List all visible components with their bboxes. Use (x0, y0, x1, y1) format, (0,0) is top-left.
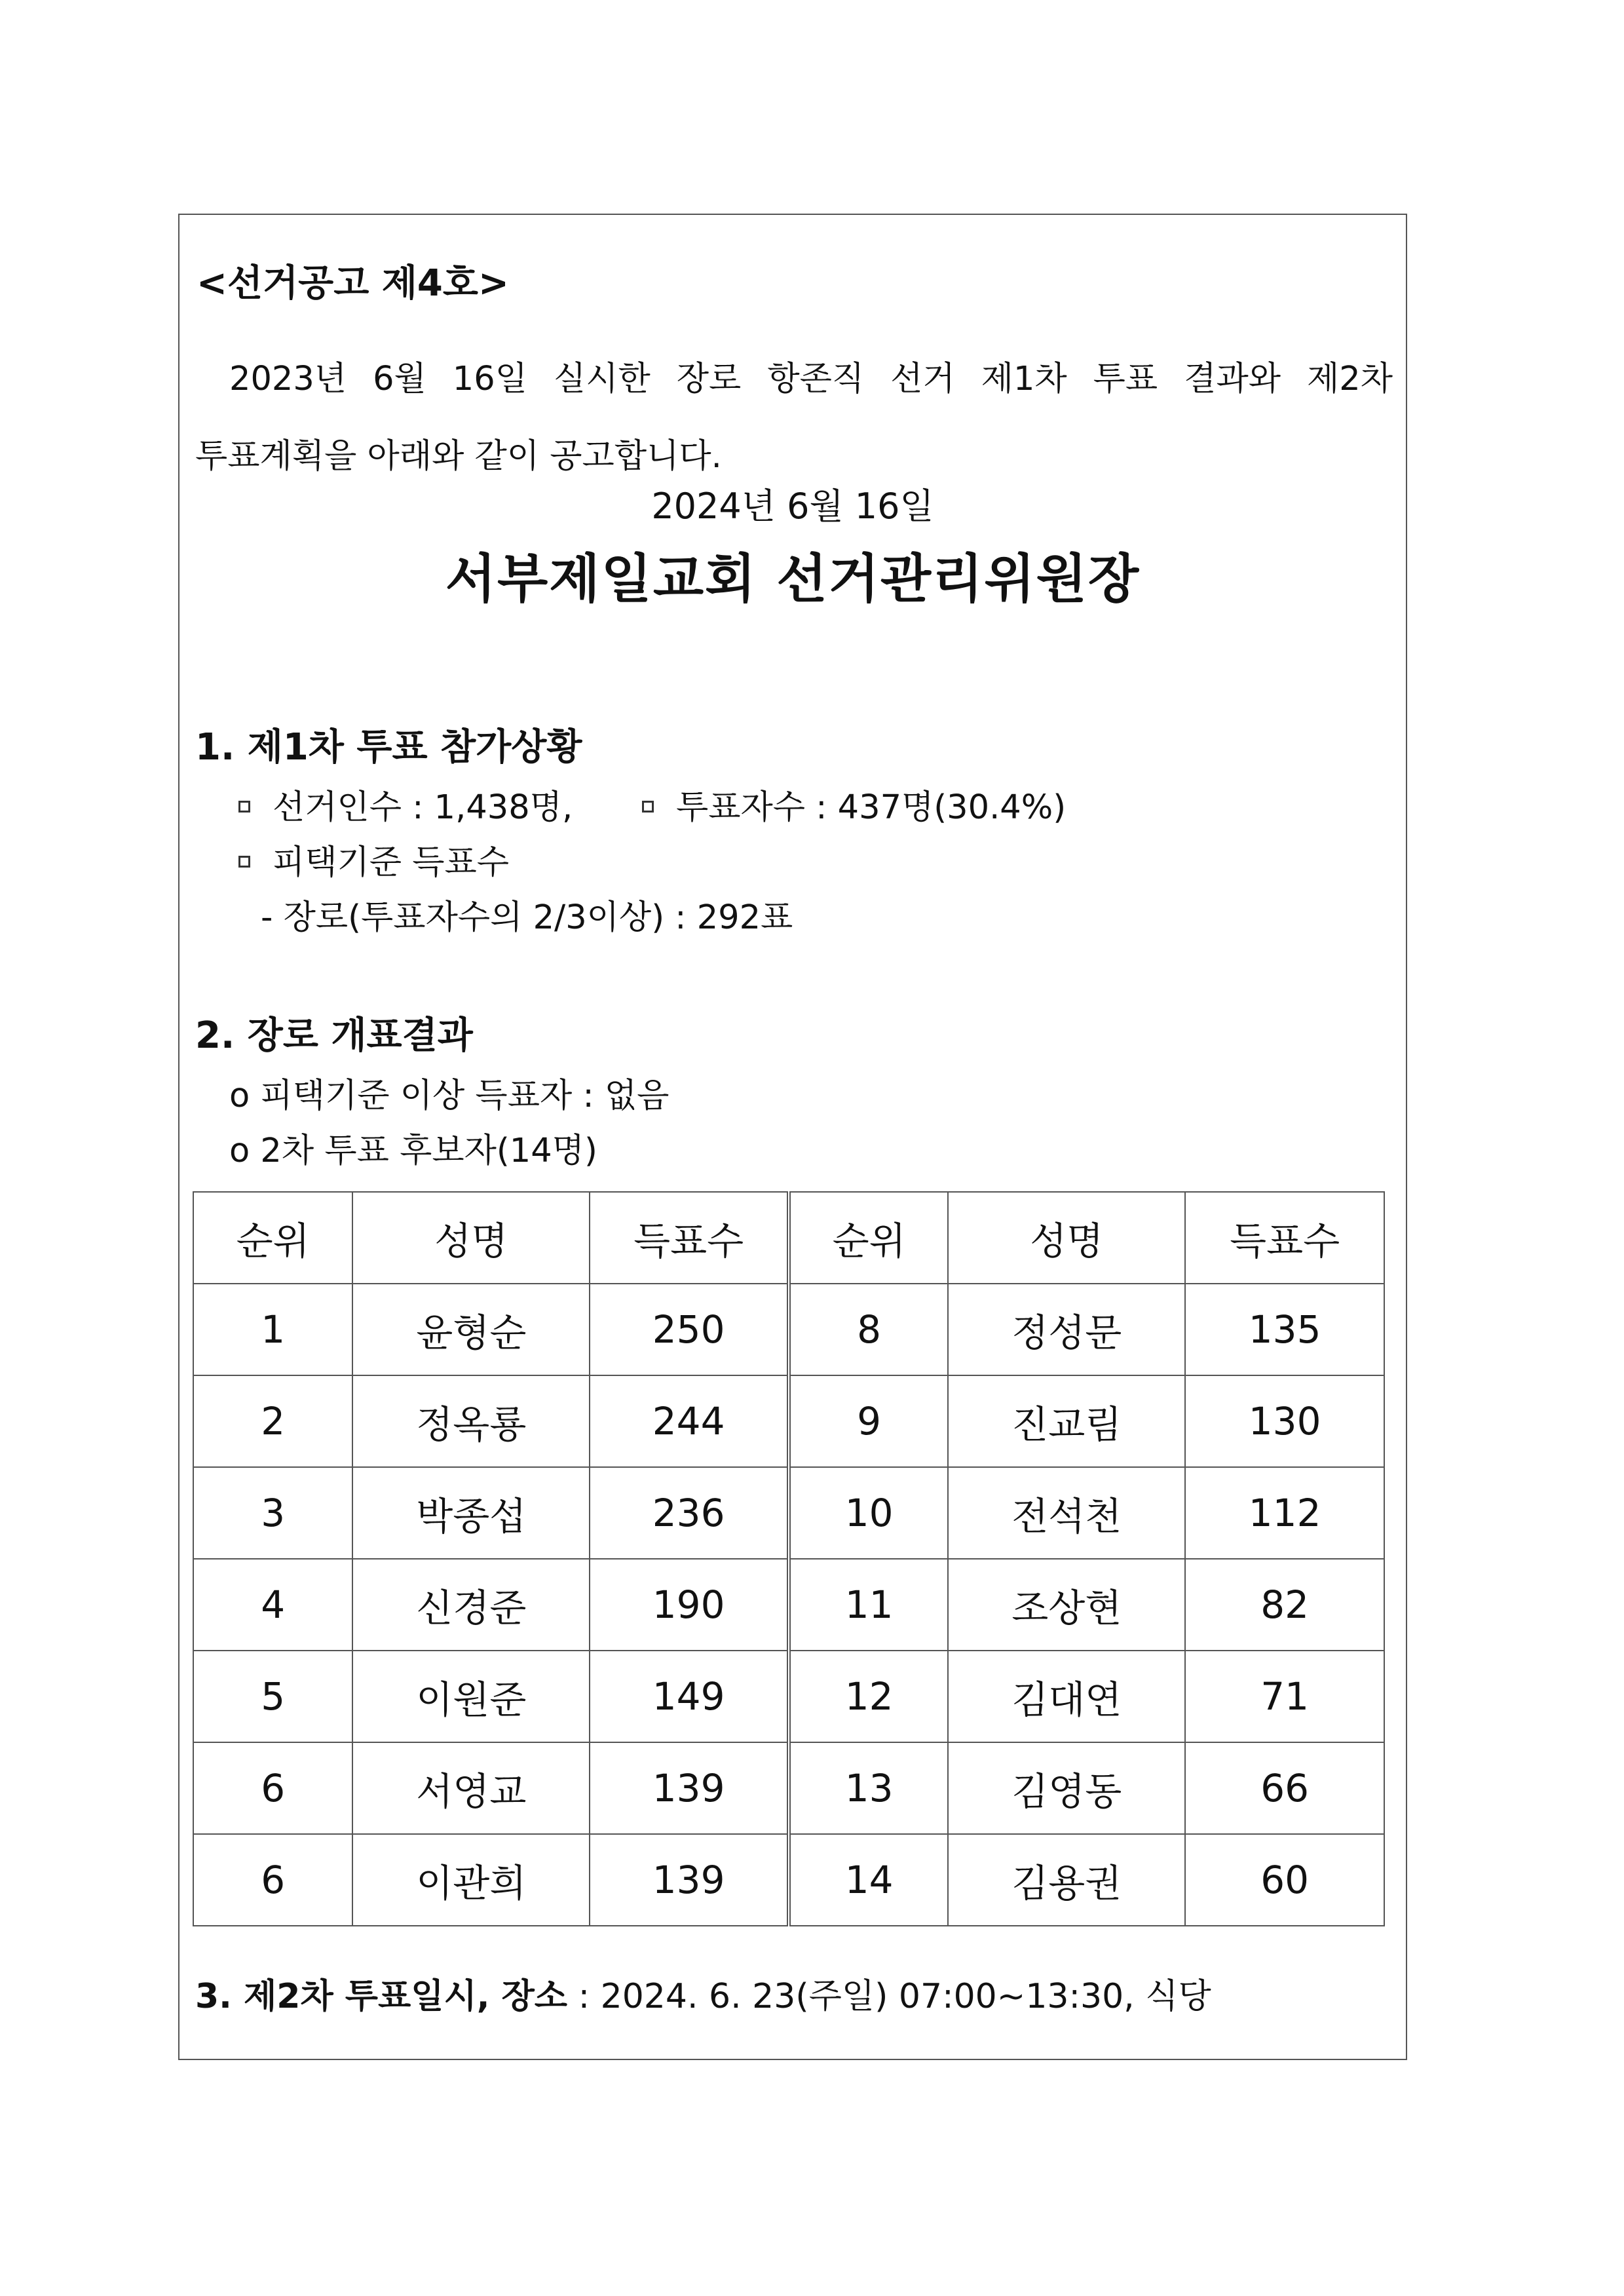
table-cell: 82 (1185, 1559, 1384, 1651)
square-bullet-icon (238, 801, 250, 813)
table-cell: 11 (789, 1559, 948, 1651)
section-3-detail: : 2024. 6. 23(주일) 07:00~13:30, 식당 (567, 1977, 1211, 2016)
electorate-item (238, 786, 573, 830)
header-rank: 순위 (193, 1192, 352, 1284)
criteria-item (238, 841, 509, 885)
square-bullet-icon (642, 801, 654, 813)
table-cell: 3 (193, 1467, 352, 1559)
square-bullet-icon (238, 856, 250, 868)
table-cell: 박종섭 (352, 1467, 590, 1559)
table-row (193, 1375, 1384, 1467)
header-rank: 순위 (789, 1192, 948, 1284)
table-cell: 윤형순 (352, 1284, 590, 1375)
table-row (193, 1742, 1384, 1834)
criteria-detail: - 장로(투표자수의 2/3이상) : 292표 (261, 898, 793, 937)
table-cell: 6 (193, 1742, 352, 1834)
header-name: 성명 (352, 1192, 590, 1284)
table-cell: 2 (193, 1375, 352, 1467)
results-table (193, 1191, 1385, 1926)
table-cell: 신경준 (352, 1559, 590, 1651)
table-cell: 이원준 (352, 1651, 590, 1742)
table-cell: 8 (789, 1284, 948, 1375)
header-votes: 득표수 (590, 1192, 789, 1284)
organization-signature: 서부제일교회 선거관리위원장 (445, 548, 1141, 609)
table-row (193, 1651, 1384, 1742)
table-cell: 71 (1185, 1651, 1384, 1742)
table-cell: 250 (590, 1284, 789, 1375)
table-cell: 236 (590, 1467, 789, 1559)
header-name: 성명 (948, 1192, 1185, 1284)
result-item-2: o 2차 투표 후보자(14명) (229, 1132, 597, 1170)
table-cell: 정옥룡 (352, 1375, 590, 1467)
section-3-heading: 3. 제2차 투표일시, 장소 (195, 1977, 568, 2016)
table-cell: 김대연 (948, 1651, 1185, 1742)
table-cell: 4 (193, 1559, 352, 1651)
criteria-label: 피택기준 득표수 (273, 843, 510, 882)
intro-line-1: 2023년 6월 16일 실시한 장로 항존직 선거 제1차 투표 결과와 제2차 (229, 360, 1393, 398)
table-cell: 112 (1185, 1467, 1384, 1559)
table-cell: 조상현 (948, 1559, 1185, 1651)
table-cell: 전석천 (948, 1467, 1185, 1559)
section-2-heading: 2. 장로 개표결과 (195, 1014, 473, 1057)
table-cell: 9 (789, 1375, 948, 1467)
table-cell: 5 (193, 1651, 352, 1742)
table-cell: 139 (590, 1742, 789, 1834)
voters-text: 투표자수 : 437명(30.4%) (676, 788, 1067, 827)
table-cell: 정성문 (948, 1284, 1185, 1375)
voters-item (642, 786, 1066, 830)
table-cell: 김영동 (948, 1742, 1185, 1834)
table-cell: 190 (590, 1559, 789, 1651)
table-cell: 60 (1185, 1834, 1384, 1926)
section-3 (195, 1974, 1211, 2019)
table-cell: 6 (193, 1834, 352, 1926)
intro-line-2: 투표계획을 아래와 같이 공고합니다. (195, 437, 722, 476)
table-cell: 135 (1185, 1284, 1384, 1375)
header-votes: 득표수 (1185, 1192, 1384, 1284)
result-item-1: o 피택기준 이상 득표자 : 없음 (229, 1077, 670, 1115)
notice-date: 2024년 6월 16일 (651, 486, 934, 527)
intro-paragraph (195, 341, 1393, 495)
table-header-row (193, 1192, 1384, 1284)
table-cell: 1 (193, 1284, 352, 1375)
table-cell: 진교림 (948, 1375, 1185, 1467)
table-row (193, 1834, 1384, 1926)
table-cell: 서영교 (352, 1742, 590, 1834)
section-1-heading: 1. 제1차 투표 참가상황 (195, 726, 582, 769)
table-cell: 김용권 (948, 1834, 1185, 1926)
table-cell: 139 (590, 1834, 789, 1926)
table-cell: 149 (590, 1651, 789, 1742)
table-cell: 130 (1185, 1375, 1384, 1467)
table-cell: 10 (789, 1467, 948, 1559)
notice-title: <선거공고 제4호> (197, 262, 509, 305)
table-cell: 13 (789, 1742, 948, 1834)
table-cell: 244 (590, 1375, 789, 1467)
electorate-text: 선거인수 : 1,438명, (273, 788, 573, 827)
table-row (193, 1467, 1384, 1559)
table-cell: 이관희 (352, 1834, 590, 1926)
table-row (193, 1559, 1384, 1651)
table-cell: 66 (1185, 1742, 1384, 1834)
table-cell: 14 (789, 1834, 948, 1926)
table-row (193, 1284, 1384, 1375)
table-cell: 12 (789, 1651, 948, 1742)
